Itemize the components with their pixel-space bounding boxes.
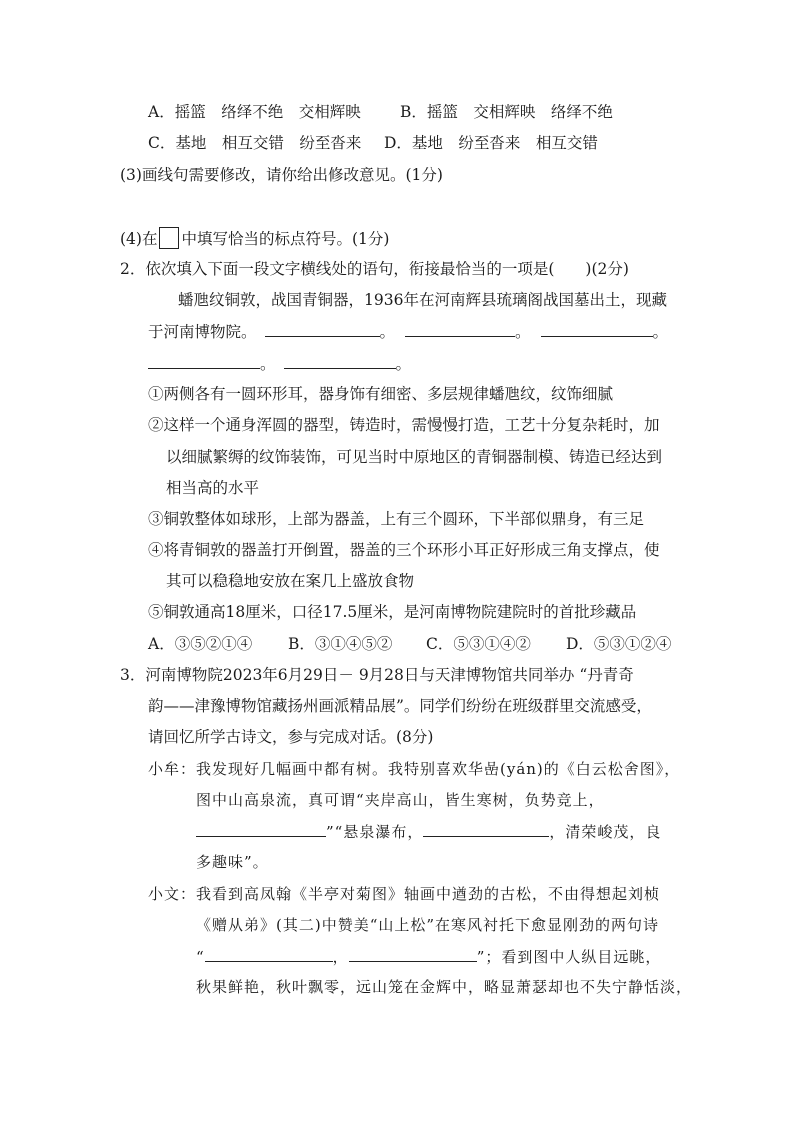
period: 。 — [515, 323, 531, 341]
q1-sub4-pre: (4)在 — [120, 230, 158, 248]
xiaowen-text-3b: ， — [332, 948, 349, 966]
q3-stem-line2: 韵——津豫博物馆藏扬州画派精品展”。同学们纷纷在班级群里交流感受， — [148, 697, 652, 715]
q2-item-3: ③铜敦整体如球形，上部为器盖，上有三个圆环，下半部似鼎身，有三足 — [148, 510, 645, 528]
q2-option-c: C．⑤③①④② — [426, 635, 531, 653]
xiaomou-line1: 小牟：我发现好几幅画中都有树。我特别喜欢华嵒(yán)的《白云松舍图》， — [148, 760, 681, 778]
q2-passage-line3 — [148, 352, 411, 375]
q2-item-4-line2: 其可以稳稳地安放在案几上盛放食物 — [166, 572, 415, 590]
answer-blank-3[interactable] — [541, 320, 653, 337]
answer-blank-1[interactable] — [265, 320, 380, 337]
answer-blank-9[interactable] — [349, 945, 477, 962]
answer-blank-2[interactable] — [405, 320, 515, 337]
answer-blank-7[interactable] — [423, 820, 549, 837]
q1-sub3: (3)画线句需要修改，请你给出修改意见。(1分) — [120, 166, 443, 184]
q1-option-b: B．摇篮 交相辉映 络绎不绝 — [400, 103, 613, 121]
q2-passage-line2 — [148, 320, 668, 343]
xiaowen-line4: 秋果鲜艳，秋叶飘零，远山笼在金辉中，略显萧瑟却也不失宁静恬淡， — [196, 978, 693, 996]
q1-sub4 — [120, 227, 389, 250]
xiaomou-text-3a: ”“悬泉瀑布， — [326, 823, 424, 841]
q2-item-2-line2: 以细腻繁缛的纹饰装饰，可见当时中原地区的青铜器制模、铸造已经达到 — [166, 448, 663, 466]
q2-option-b: B．③①④⑤② — [288, 635, 393, 653]
q2-item-1: ①两侧各有一圆环形耳，器身饰有细密、多层规律蟠虺纹，纹饰细腻 — [148, 385, 614, 403]
xiaomou-text-3b: ，清荣峻茂，良 — [549, 823, 662, 841]
q1-option-d: D．基地 纷至沓来 相互交错 — [384, 134, 598, 152]
q1-sub4-post: 中填写恰当的标点符号。(1分) — [181, 230, 390, 248]
answer-blank-6[interactable] — [196, 820, 326, 837]
period: 。 — [260, 355, 276, 373]
q1-option-a: A．摇篮 络绎不绝 交相辉映 — [148, 103, 361, 121]
xiaomou-line3 — [196, 820, 661, 843]
xiaomou-line2: 图中山高泉流，真可谓“夹岸高山，皆生寒树，负势竞上， — [196, 791, 605, 809]
xiaowen-text-3a: “ — [196, 948, 205, 966]
q1-option-c: C．基地 相互交错 纷至沓来 — [148, 134, 362, 152]
answer-blank-4[interactable] — [148, 352, 260, 369]
period: 。 — [652, 323, 669, 341]
q2-item-2-line1: ②这样一个通身浑圆的器型，铸造时，需慢慢打造，工艺十分复杂耗时，加 — [148, 416, 660, 434]
xiaowen-line3 — [196, 945, 661, 968]
q2-item-2-line3: 相当高的水平 — [166, 479, 260, 497]
punctuation-answer-box[interactable] — [159, 227, 179, 249]
q3-stem-line1: 3．河南博物院2023年6月29日－ 9月28日与天津博物馆共同举办 “丹青奇 — [120, 666, 634, 684]
answer-blank-8[interactable] — [205, 945, 333, 962]
q2-item-5: ⑤铜敦通高18厘米，口径17.5厘米，是河南博物院建院时的首批珍藏品 — [148, 603, 637, 621]
q3-stem-line3: 请回忆所学古诗文，参与完成对话。(8分) — [148, 728, 434, 746]
xiaowen-text-3c: ”；看到图中人纵目远眺， — [476, 948, 662, 966]
xiaowen-line2: 《赠从弟》(其二)中赞美“山上松”在寒风衬托下愈显刚劲的两句诗 — [196, 916, 660, 934]
period: 。 — [379, 323, 396, 341]
xiaomou-line4: 多趣味”。 — [196, 853, 269, 871]
q2-option-a: A．③⑤②①④ — [148, 635, 253, 653]
period: 。 — [395, 355, 412, 373]
q2-option-d: D．⑤③①②④ — [566, 635, 672, 653]
q2-passage-text: 于河南博物院。 — [148, 323, 257, 341]
q2-item-4-line1: ④将青铜敦的器盖打开倒置，器盖的三个环形小耳正好形成三角支撑点，使 — [148, 541, 660, 559]
xiaowen-line1: 小文：我看到高凤翰《半亭对菊图》轴画中遒劲的古松，不由得想起刘桢 — [148, 885, 661, 903]
q2-stem: 2．依次填入下面一段文字横线处的语句，衔接最恰当的一项是( )(2分) — [120, 260, 629, 278]
answer-blank-5[interactable] — [284, 352, 396, 369]
q2-passage-line1: 蟠虺纹铜敦，战国青铜器，1936年在河南辉县琉璃阁战国墓出土，现藏 — [178, 291, 667, 309]
